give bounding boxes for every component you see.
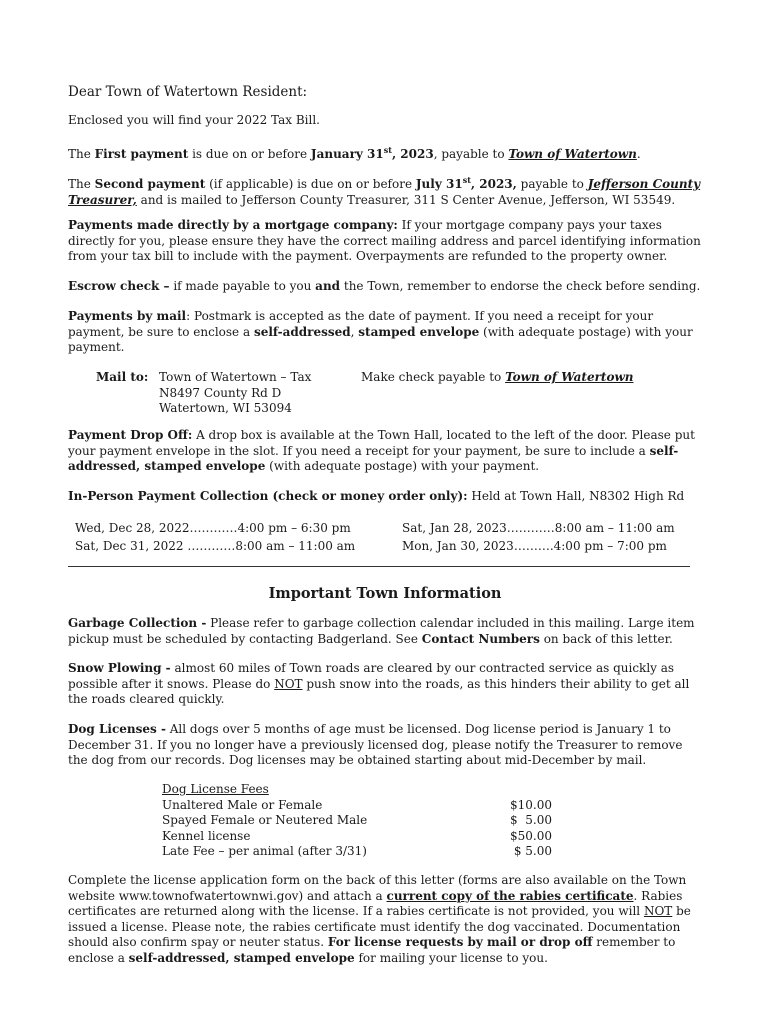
schedule-entry: Sat, Jan 28, 2023…………8:00 am – 11:00 am: [402, 521, 675, 535]
in-person-paragraph: [68, 489, 704, 505]
text: .: [636, 147, 641, 161]
check-payee: Town of Watertown: [505, 370, 634, 384]
mail-payment-paragraph: [68, 309, 704, 356]
text: the Town, remember to endorse the check before sending.: [340, 279, 701, 293]
fee-amount: $ 5.00: [510, 813, 552, 827]
fee-amount: $50.00: [510, 828, 552, 843]
text: for mailing your license to you.: [354, 950, 548, 965]
text: push snow into the roads, as this hinders their ability to get all the roads cleared quickly.: [68, 676, 690, 706]
text: : Postmark is accepted as the date of payment. If you need a receipt for your payment, be sure to enclose a: [68, 309, 654, 339]
snow-paragraph: [68, 661, 704, 708]
escrow-paragraph: [68, 279, 704, 295]
text: ,: [350, 324, 359, 339]
text: self-addressed, stamped envelope: [128, 950, 355, 965]
first-payment-paragraph: [68, 143, 704, 163]
schedule-entry: Wed, Dec 28, 2022…………4:00 pm – 6:30 pm: [75, 521, 351, 535]
not-word: NOT: [274, 676, 303, 691]
mail-address: [159, 370, 359, 417]
fee-row: [162, 844, 552, 860]
text: (if applicable) is due on or before: [205, 177, 416, 191]
second-due-date: [416, 177, 517, 191]
schedule-entry: Mon, Jan 30, 2023……….4:00 pm – 7:00 pm: [402, 539, 667, 553]
text: Contact Numbers: [421, 631, 540, 646]
second-payee: Jefferson County Treasurer,: [68, 177, 701, 207]
text: All dogs over 5 months of age must be licensed. Dog license period is January 1 to December 31. If you no longer have a previously licensed dog, please notify the Treasurer to remove the dog from our records. Dog licenses may be obtained starting about mid-December by mail.: [68, 722, 683, 767]
text: Please refer to garbage collection calendar included in this mailing. Large item pickup must be scheduled by contacting Badgerland. See: [68, 616, 695, 646]
text: January 31: [310, 147, 384, 161]
address-line: Town of Watertown – Tax: [159, 370, 312, 384]
text: self-addressed: [253, 324, 351, 339]
text: Make check payable to: [361, 370, 506, 384]
dog-label: Dog Licenses -: [68, 722, 166, 736]
fee-row: [162, 813, 552, 829]
dog-paragraph: [68, 722, 704, 769]
text: almost 60 miles of Town roads are cleared by our contracted service as quickly as possible after it snows. Please do: [68, 661, 675, 691]
text: on back of this letter.: [539, 631, 673, 646]
text: July 31: [415, 177, 463, 191]
dropoff-paragraph: [68, 428, 704, 475]
text: The: [68, 177, 95, 191]
garbage-paragraph: [68, 616, 704, 647]
dog-fees-table: [162, 782, 552, 860]
address-line: Watertown, WI 53094: [159, 401, 292, 415]
fees-title: Dog License Fees: [162, 782, 269, 796]
garbage-label: Garbage Collection -: [68, 616, 207, 630]
complete-paragraph: [68, 873, 704, 966]
divider: [68, 566, 690, 567]
first-payment-label: First payment: [94, 147, 189, 161]
schedule-right: [402, 519, 675, 555]
text: A drop box is available at the Town Hall, located to the left of the door. Please put your payment envelope in the slot. If you need a receipt for your payment, be sure to include a: [68, 428, 695, 458]
text: payable to: [516, 177, 588, 191]
superscript: st: [383, 145, 392, 155]
mortgage-paragraph: [68, 218, 704, 265]
in-person-label: In-Person Payment Collection (check or money order only):: [68, 489, 468, 503]
text: if made payable to you: [169, 279, 316, 293]
fee-label: Kennel license: [162, 828, 251, 843]
text: and is mailed to Jefferson County Treasurer, 311 S Center Avenue, Jefferson, WI 53549.: [136, 192, 676, 207]
first-payee: Town of Watertown: [508, 147, 637, 161]
text: remember to enclose a: [68, 935, 676, 965]
fee-label: Unaltered Male or Female: [162, 797, 323, 812]
text: The: [68, 147, 95, 161]
text: If your mortgage company pays your taxes directly for you, please ensure they have the correct mailing address and parcel identifying information from your tax bill to include with the payment. Overpayments are refunded to the property owner.: [68, 218, 701, 263]
greeting: Dear Town of Watertown Resident:: [68, 84, 308, 100]
text: . Rabies certificates are returned along with the license. If a rabies certificate is not provided, you will: [68, 888, 683, 918]
fee-row: [162, 829, 552, 845]
rabies-certificate: current copy of the rabies certificate: [386, 888, 634, 903]
text: be issued a license. Please note, the rabies certificate must identify the dog vaccinated. Documentation should also confirm spay or neuter status.: [68, 904, 691, 949]
text: , 2023: [391, 147, 434, 161]
dropoff-label: Payment Drop Off:: [68, 428, 193, 442]
text: , payable to: [433, 147, 509, 161]
mail-to-label: Mail to:: [96, 370, 149, 384]
fee-label: Late Fee – per animal (after 3/31): [162, 844, 367, 858]
text: stamped envelope: [358, 324, 480, 339]
text: is due on or before: [188, 147, 311, 161]
text: , 2023,: [470, 177, 517, 191]
schedule-left: [75, 519, 355, 555]
fee-amount: $ 5.00: [513, 844, 552, 858]
second-payment-label: Second payment: [94, 177, 206, 191]
fee-label: Spayed Female or Neutered Male: [162, 813, 368, 827]
schedule-entry: Sat, Dec 31, 2022 …………8:00 am – 11:00 am: [75, 539, 356, 553]
escrow-label: Escrow check –: [68, 279, 170, 293]
fee-row: [162, 798, 552, 814]
not-word: NOT: [643, 904, 673, 918]
section-title: Important Town Information: [268, 585, 502, 602]
mail-payment-label: Payments by mail: [68, 309, 187, 323]
text: self-addressed, stamped envelope: [68, 443, 679, 473]
text: Held at Town Hall, N8302 High Rd: [467, 489, 685, 503]
enclosed-text: Enclosed you will find your 2022 Tax Bill.: [68, 113, 320, 127]
address-line: N8497 County Rd D: [159, 385, 282, 400]
mortgage-label: Payments made directly by a mortgage company:: [68, 218, 398, 232]
first-due-date: [311, 147, 434, 161]
text: (with adequate postage) with your payment.: [68, 324, 693, 354]
text: For license requests by mail or drop off: [327, 935, 593, 949]
text: Complete the license application form on the back of this letter (forms are also available on the Town website www.townofwatertownwi.gov) and attach a: [68, 873, 687, 903]
second-payment-paragraph: [68, 173, 704, 208]
fee-amount: $10.00: [510, 797, 552, 812]
check-payable: [361, 370, 634, 386]
snow-label: Snow Plowing -: [68, 661, 171, 675]
and-word: and: [315, 279, 341, 293]
text: (with adequate postage) with your payment.: [265, 459, 540, 473]
superscript: st: [462, 175, 471, 185]
